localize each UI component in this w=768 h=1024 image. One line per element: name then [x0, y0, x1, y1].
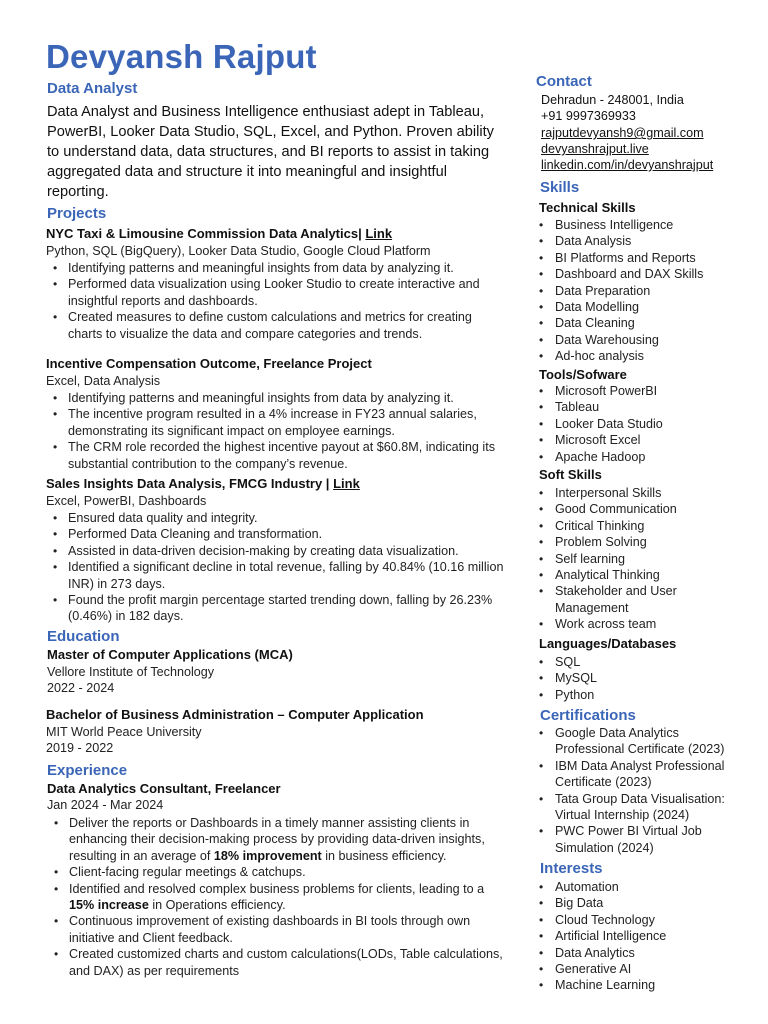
candidate-name: Devyansh Rajput: [46, 38, 317, 75]
interests-list: [533, 879, 743, 994]
list-item: • Interpersonal Skills: [533, 485, 733, 501]
list-item: • Continuous improvement of existing dashboards in BI tools through own initiative and Client feedback.: [47, 913, 507, 946]
tools-heading: Tools/Sofware: [539, 367, 627, 382]
degree: Master of Computer Applications (MCA): [47, 647, 293, 662]
list-item: • The CRM role recorded the highest incentive payout at $60.8M, indicating its substantial contribution to the company’s revenue.: [46, 439, 496, 472]
list-item: • Google Data Analytics Professional Certificate (2023): [533, 725, 741, 758]
degree: Bachelor of Business Administration – Computer Application: [46, 707, 424, 722]
project-bullets: [46, 390, 496, 472]
certifications-heading: Certifications: [540, 707, 636, 724]
project-title-text: NYC Taxi & Limousine Commission Data Analytics|: [46, 226, 362, 241]
list-item: • Identifying patterns and meaningful insights from data by analyzing it.: [46, 390, 496, 406]
list-item: • Performed Data Cleaning and transformation.: [46, 526, 506, 542]
address: Dehradun - 248001, India: [541, 93, 684, 107]
list-item: • PWC Power BI Virtual Job Simulation (2024): [533, 823, 723, 856]
list-item: • Data Modelling: [533, 299, 743, 315]
profile-summary: Data Analyst and Business Intelligence enthusiast adept in Tableau, PowerBI, Looker Data Studio, SQL, Excel, and Python. Proven ability to understand data, data structures, and BI reports to assist in taking aggregated data and structure it into meaningful and insightful reporting.: [47, 104, 494, 200]
certifications-list: [533, 725, 741, 856]
soft-skills-heading: Soft Skills: [539, 467, 602, 482]
technical-skills-list: [533, 217, 743, 365]
list-item: • Tata Group Data Visualisation: Virtual Internship (2024): [533, 791, 741, 824]
list-item: • Client-facing regular meetings & catchups.: [47, 864, 507, 880]
list-item: • Data Preparation: [533, 283, 743, 299]
highlight: 18% improvement: [213, 848, 322, 863]
experience-bullets: [47, 815, 507, 979]
list-item: • Identifying patterns and meaningful insights from data by analyzing it.: [46, 260, 496, 276]
contact-heading: Contact: [536, 73, 592, 90]
list-item: • BI Platforms and Reports: [533, 250, 743, 266]
school: MIT World Peace University: [46, 725, 202, 739]
list-item: • Tableau: [533, 399, 743, 415]
list-item: • Self learning: [533, 551, 733, 567]
highlight: 15% increase: [69, 898, 149, 913]
list-item: • Good Communication: [533, 501, 733, 517]
bullet-text: in Operations efficiency.: [148, 898, 286, 913]
list-item: • Looker Data Studio: [533, 416, 743, 432]
list-item: • Apache Hadoop: [533, 449, 743, 465]
project-tools: Python, SQL (BigQuery), Looker Data Studio, Google Cloud Platform: [46, 244, 431, 258]
list-item: • Data Analysis: [533, 233, 743, 249]
experience-title: Data Analytics Consultant, Freelancer: [47, 781, 281, 796]
projects-heading: Projects: [47, 205, 107, 222]
experience-heading: Experience: [47, 762, 128, 779]
project-title-text: Sales Insights Data Analysis, FMCG Industry |: [46, 476, 330, 491]
list-item: • IBM Data Analyst Professional Certificate (2023): [533, 758, 741, 791]
list-item: • Business Intelligence: [533, 217, 743, 233]
list-item: • Data Cleaning: [533, 315, 743, 331]
list-item: • Microsoft Excel: [533, 432, 743, 448]
project-tools: Excel, Data Analysis: [46, 374, 161, 388]
bullet-text: Identified and resolved complex business problems for clients, leading to a: [69, 881, 485, 896]
list-item: • Big Data: [533, 895, 743, 911]
list-item: • Data Warehousing: [533, 332, 743, 348]
project-title-text: Incentive Compensation Outcome, Freelance Project: [46, 356, 372, 371]
list-item: • Found the profit margin percentage started trending down, falling by 26.23% (0.46%) in 182 days.: [46, 592, 506, 625]
list-item: • Work across team: [533, 616, 733, 632]
list-item: [47, 881, 507, 914]
languages-heading: Languages/Databases: [539, 636, 677, 651]
list-item: • Identified a significant decline in total revenue, falling by 40.84% (10.16 million INR) in 273 days.: [46, 559, 506, 592]
project-tools: Excel, PowerBI, Dashboards: [46, 494, 207, 508]
project-bullets: [46, 260, 496, 356]
list-item: • Python: [533, 687, 743, 703]
list-item: • SQL: [533, 654, 743, 670]
list-item: • Created measures to define custom calculations and metrics for creating charts to visualize the data and compare categories and trends.: [46, 309, 496, 342]
list-item: • Created customized charts and custom calculations(LODs, Table calculations, and DAX) as per requirements: [47, 946, 507, 979]
email-link[interactable]: rajputdevyansh9@gmail.com: [541, 126, 704, 140]
skills-heading: Skills: [540, 179, 580, 196]
list-item: • Stakeholder and User Management: [533, 583, 703, 616]
list-item: • Generative AI: [533, 961, 743, 977]
list-item: • Automation: [533, 879, 743, 895]
experience-dates: Jan 2024 - Mar 2024: [47, 798, 164, 812]
list-item: [47, 815, 507, 864]
project-link[interactable]: Link: [333, 476, 360, 491]
tools-list: [533, 383, 743, 465]
list-item: • Ensured data quality and integrity.: [46, 510, 506, 526]
list-item: • Cloud Technology: [533, 912, 743, 928]
project-bullets: [46, 510, 506, 625]
bullet-text: Deliver the reports or Dashboards in a timely manner assisting clients in enhancing their decision-making process by providing data-driven insights, resulting in an average of: [69, 816, 485, 863]
interests-heading: Interests: [540, 860, 603, 877]
list-item: • Critical Thinking: [533, 518, 733, 534]
list-item: • Data Analytics: [533, 945, 743, 961]
education-heading: Education: [47, 628, 120, 645]
list-item: • The incentive program resulted in a 4% increase in FY23 annual salaries, demonstrating its significant impact on employee earnings.: [46, 406, 496, 439]
list-item: • Assisted in data-driven decision-making by creating data visualization.: [46, 543, 506, 559]
job-title: Data Analyst: [47, 80, 138, 97]
project-title: [46, 476, 360, 491]
years: 2022 - 2024: [47, 681, 115, 695]
list-item: • Analytical Thinking: [533, 567, 733, 583]
list-item: • Performed data visualization using Looker Studio to create interactive and insightful reports and dashboards.: [46, 276, 496, 309]
years: 2019 - 2022: [46, 741, 114, 755]
technical-skills-heading: Technical Skills: [539, 200, 636, 215]
school: Vellore Institute of Technology: [47, 665, 215, 679]
linkedin-link[interactable]: linkedin.com/in/devyanshrajput: [541, 158, 714, 172]
list-item: • MySQL: [533, 670, 743, 686]
list-item: • Dashboard and DAX Skills: [533, 266, 743, 282]
list-item: • Problem Solving: [533, 534, 733, 550]
project-title: [46, 356, 372, 371]
soft-skills-list: [533, 485, 733, 633]
project-link[interactable]: Link: [365, 226, 393, 241]
list-item: • Ad-hoc analysis: [533, 348, 743, 364]
list-item: • Artificial Intelligence: [533, 928, 743, 944]
phone: +91 9997369933: [541, 109, 636, 123]
website-link[interactable]: devyanshrajput.live: [541, 142, 649, 156]
list-item: • Machine Learning: [533, 977, 743, 993]
list-item: • Microsoft PowerBI: [533, 383, 743, 399]
project-title: [46, 226, 392, 241]
languages-list: [533, 654, 743, 703]
bullet-text: in business efficiency.: [321, 848, 447, 863]
